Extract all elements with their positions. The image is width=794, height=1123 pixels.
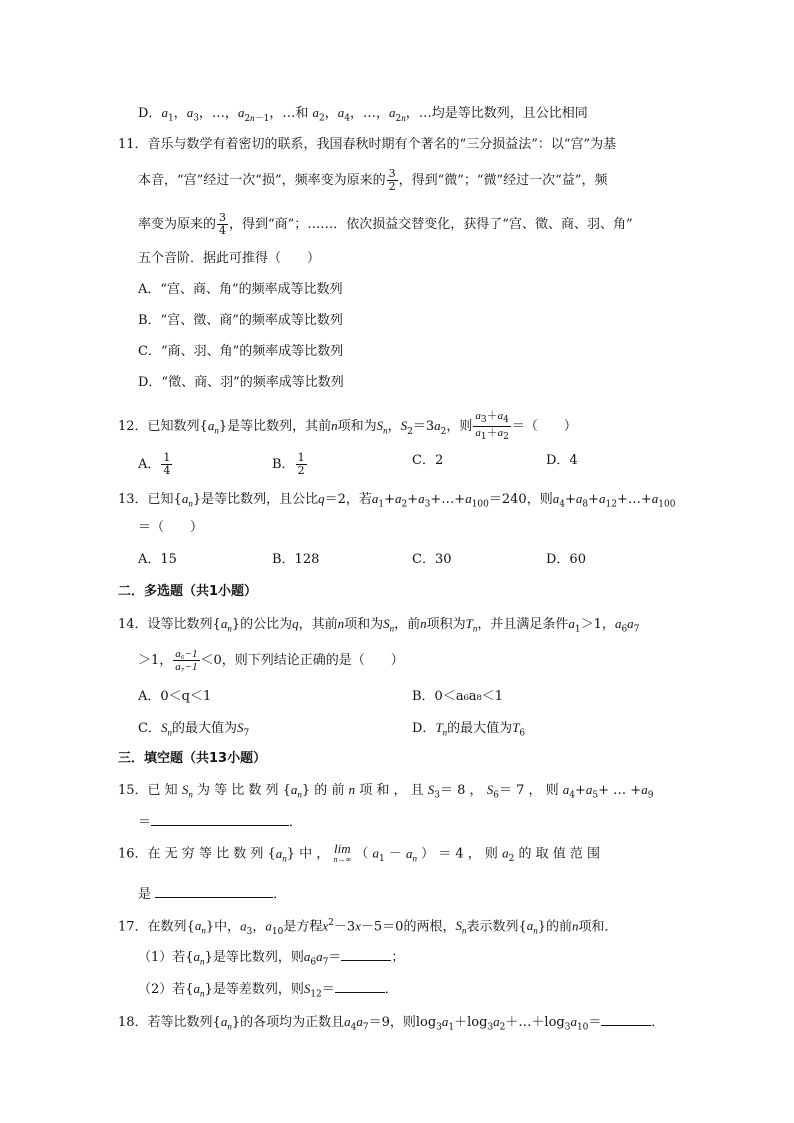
fraction-denominator: $a_1+a_2$ bbox=[475, 426, 509, 443]
question-text: ． bbox=[651, 1015, 665, 1030]
question-text: ． bbox=[289, 815, 303, 830]
fraction bbox=[387, 168, 398, 193]
question-text: ，前 bbox=[394, 617, 421, 632]
q11-option-b: B．“宫、徵、商”的频率成等比数列 bbox=[138, 313, 343, 328]
q11-option-d: D．“徵、商、羽”的频率成等比数列 bbox=[138, 375, 344, 390]
question-text: ＞1， bbox=[580, 617, 615, 632]
answer-blank[interactable] bbox=[601, 1011, 651, 1026]
fraction bbox=[217, 212, 228, 237]
q12-option-b bbox=[272, 452, 308, 477]
question-text: ＝ 8 ， bbox=[440, 783, 483, 798]
question-text: ，则 bbox=[446, 419, 473, 435]
question-text: ＝ bbox=[588, 1015, 602, 1030]
question-text: 的 取 值 范 围 bbox=[518, 846, 600, 862]
question-text: － bbox=[388, 846, 402, 862]
question-text: 已知{ bbox=[147, 492, 182, 507]
question-text: }的各项均为正数且 bbox=[231, 1015, 345, 1030]
q15-line2 bbox=[138, 811, 302, 832]
question-number: 11． bbox=[118, 137, 148, 152]
question-text: （2）若{ bbox=[138, 982, 194, 997]
q10-option-d: D．$a_1$，$a_3$，…，$a_{2n-1}$，…和 $a_2$，$a_4$，…，$a_{2n}$，…均是等比数列，且公比相同 bbox=[138, 105, 588, 124]
q11-line4: 五个音阶．据此可推得（ ） bbox=[138, 251, 321, 266]
q11-option-c: C．“商、羽、角”的频率成等比数列 bbox=[138, 344, 344, 359]
q14-option-a: A．0＜q＜1 bbox=[138, 689, 212, 704]
option-label: D． bbox=[138, 106, 162, 121]
question-text: }是等比数列，且公比 bbox=[192, 492, 319, 507]
question-text: }是等比数列，其前 bbox=[218, 419, 332, 435]
question-number: 18． bbox=[118, 1015, 148, 1030]
question-text: ，并且满足条件 bbox=[477, 617, 569, 632]
answer-blank[interactable] bbox=[155, 883, 273, 898]
q11-option-a: A．“宫、商、角”的频率成等比数列 bbox=[138, 282, 343, 297]
answer-blank[interactable] bbox=[341, 946, 391, 961]
q17-stem: 17．在数列$\{a_n\}$中，$a_3$，$a_{10}$是方程$x^2-3x-5=0$的两根，$S_n$表示数列$\{a_n\}$的前n项和． bbox=[118, 918, 618, 937]
question-text: 是方程 bbox=[283, 919, 323, 935]
q11-line3 bbox=[138, 212, 633, 237]
limit-symbol bbox=[333, 843, 351, 865]
fraction-numerator: 3 bbox=[219, 211, 227, 224]
option-text: …均是等比数列，且公比相同 bbox=[418, 106, 588, 121]
question-text: }的前 bbox=[537, 919, 573, 935]
q16-line1: 16．在 无 穷 等 比 数 列 $\{a_n\}$ 中 ， lim n→∞ （ $a_1 - a_n$ ） ＝ 4 ， 则 $a_2$ 的 取 值 范 围 bbox=[118, 841, 600, 865]
question-text: ） ＝ 4 ， 则 bbox=[421, 846, 498, 862]
q13-option-a: A．15 bbox=[138, 552, 177, 567]
question-number: 12． bbox=[118, 419, 148, 435]
q15-line1: 15．已 知 $S_n$ 为 等 比 数 列 $\{a_n\}$ 的 前 n 项 和 ， 且 $S_3= 8$ ， $S_6= 7$ ， 则 $a_4+a_5+$ … $+a_9$ bbox=[118, 782, 654, 801]
question-text: 在 无 穷 等 比 数 列 { bbox=[147, 846, 276, 862]
question-text: ． bbox=[273, 887, 287, 902]
q14-line2 bbox=[138, 648, 404, 673]
q18-stem: 18．若等比数列$\{a_n\}$的各项均为正数且$a_4a_7=9$，则$\log_3a_1+\log_3a_2+\dots+\log_3a_{10}=$ ． bbox=[118, 1011, 664, 1037]
fraction-denominator: 2 bbox=[297, 464, 305, 477]
question-text: 为 等 比 数 列 { bbox=[196, 783, 291, 798]
limit-subscript: n→∞ bbox=[333, 855, 352, 864]
option-text: 的最大值为 bbox=[447, 721, 513, 736]
question-text: 本音，“宫”经过一次“损”，频率变为原来的 bbox=[138, 173, 386, 188]
q13-answer-paren: ＝（ ） bbox=[138, 520, 204, 535]
question-text: ； bbox=[391, 950, 405, 965]
q13-option-d: D．60 bbox=[546, 552, 586, 567]
q12-option-d: D．4 bbox=[546, 453, 578, 468]
answer-blank[interactable] bbox=[335, 978, 385, 993]
q16-line2 bbox=[138, 883, 286, 904]
question-text: 是 bbox=[138, 887, 152, 902]
answer-blank[interactable] bbox=[151, 811, 289, 826]
question-text: } 中 ， bbox=[286, 846, 330, 862]
option-label: A． bbox=[138, 457, 161, 472]
question-text: ＝9，则log bbox=[368, 1015, 437, 1030]
question-text: 项积为 bbox=[426, 617, 466, 632]
fraction-numerator: $a_3+a_4$ bbox=[475, 409, 509, 426]
question-text: ＝ bbox=[321, 982, 335, 997]
fraction bbox=[173, 648, 199, 673]
question-text: 项 和 ， 且 bbox=[359, 783, 424, 798]
q14-option-d: D．$T_n$的最大值为$T_6$ bbox=[412, 720, 526, 739]
q11-line1 bbox=[118, 136, 616, 154]
fraction-denominator: 4 bbox=[163, 464, 171, 477]
q12-option-c: C．2 bbox=[412, 453, 444, 468]
fraction-numerator: 3 bbox=[388, 167, 396, 180]
question-text: ＞1， bbox=[138, 653, 173, 668]
question-text: ＝2，若 bbox=[324, 492, 372, 507]
question-text: ＝240，则 bbox=[488, 492, 553, 507]
q13-option-b: B．128 bbox=[272, 552, 320, 567]
q17-sub1: （1）若$\{a_n\}$是等比数列，则$a_6a_7=$ ； bbox=[138, 946, 404, 972]
question-text: 若等比数列{ bbox=[147, 1015, 221, 1030]
question-text: }的公比为 bbox=[231, 617, 293, 632]
option-label: C． bbox=[138, 721, 161, 736]
option-text: 的最大值为 bbox=[171, 721, 237, 736]
fraction-denominator: 4 bbox=[219, 224, 227, 237]
limit-label: lim bbox=[333, 841, 351, 856]
q13-option-c: C．30 bbox=[412, 552, 452, 567]
fraction-denominator: 2 bbox=[388, 180, 396, 193]
fraction-numerator: 1 bbox=[297, 451, 305, 464]
question-text: 已 知 bbox=[147, 783, 178, 798]
option-label: B． bbox=[272, 457, 295, 472]
question-text: 音乐与数学有着密切的联系，我国春秋时期有个著名的“三分损益法”：以“宫”为基 bbox=[147, 137, 617, 152]
q13-stem: 13．已知$\{a_n\}$是等比数列，且公比q＝2，若$a_1+a_2+a_3+\dots+a_{100}=240$，则$a_4+a_8+a_{12}+\dots+a_{100}$ bbox=[118, 491, 676, 510]
fraction bbox=[161, 452, 172, 477]
fraction bbox=[473, 410, 510, 443]
question-text: ＝ 7 ， 则 bbox=[498, 783, 559, 798]
question-text: ，其前 bbox=[298, 617, 338, 632]
question-text: 表示数列{ bbox=[466, 919, 527, 935]
question-text: 的两根， bbox=[403, 919, 456, 935]
question-text: ＝（ ） bbox=[511, 419, 577, 435]
question-number: 14． bbox=[118, 617, 148, 632]
question-text: ． bbox=[384, 982, 398, 997]
q11-line2 bbox=[138, 168, 607, 193]
question-text: 项和． bbox=[578, 919, 618, 935]
section-heading-fill-in: 三．填空题（共13小题） bbox=[118, 751, 267, 766]
section-heading-multiple-choice: 二．多选题（共1小题） bbox=[118, 584, 258, 599]
question-text: }是等差数列，则 bbox=[204, 982, 304, 997]
fraction bbox=[296, 452, 307, 477]
question-text: ，得到“商”；……．依次损益交替变化，获得了“宫、徵、商、羽、角” bbox=[229, 217, 633, 232]
fraction-numerator: 1 bbox=[163, 451, 171, 464]
question-number: 17． bbox=[118, 919, 148, 935]
q14-line1: 14．设等比数列$\{a_n\}$的公比为q，其前n项和为$S_n$，前n项积为$T_n$，并且满足条件$a_1>1$，$a_6a_7$ bbox=[118, 616, 640, 635]
question-text: 设等比数列{ bbox=[147, 617, 221, 632]
question-text: 项和为 bbox=[337, 419, 377, 435]
q14-option-c: C．$S_n$的最大值为$S_7$ bbox=[138, 720, 250, 739]
q12-option-a bbox=[138, 452, 173, 477]
question-text: 已知数列{ bbox=[147, 419, 208, 435]
question-text: }中， bbox=[205, 919, 241, 935]
question-text: （ bbox=[355, 846, 369, 862]
question-text: ＝ bbox=[328, 950, 342, 965]
fraction-denominator: a₇−1 bbox=[175, 661, 198, 673]
question-text: ＋…＋log bbox=[505, 1015, 565, 1030]
question-text: 项和为 bbox=[344, 617, 384, 632]
question-text: } 的 前 bbox=[301, 783, 345, 798]
question-text: ＝ bbox=[138, 815, 152, 830]
question-text: 在数列{ bbox=[147, 919, 195, 935]
question-text: }是等比数列，则 bbox=[204, 950, 304, 965]
question-number: 13． bbox=[118, 492, 148, 507]
question-text: ，得到“微”；“微”经过一次“益”，频 bbox=[398, 173, 608, 188]
question-text: ＜0，则下列结论正确的是（ ） bbox=[200, 653, 404, 668]
q12-stem: 12．已知数列$\{a_n\}$是等比数列，其前n项和为$S_n$，$S_2=3a_2$，则 $\frac{a_3+a_4}{a_1+a_2}$ ＝（ ） bbox=[118, 409, 577, 443]
q14-option-b: B．0＜a₆a₈＜1 bbox=[412, 689, 504, 704]
fraction-numerator: a₆−1 bbox=[175, 648, 198, 660]
q17-sub2: （2）若$\{a_n\}$是等差数列，则$S_{12}=$ ． bbox=[138, 978, 398, 1004]
question-text: 率变为原来的 bbox=[138, 217, 217, 232]
question-number: 16． bbox=[118, 846, 148, 862]
option-label: D． bbox=[412, 721, 436, 736]
question-text: ＋log bbox=[454, 1015, 488, 1030]
question-number: 15． bbox=[118, 783, 148, 798]
question-text: （1）若{ bbox=[138, 950, 194, 965]
